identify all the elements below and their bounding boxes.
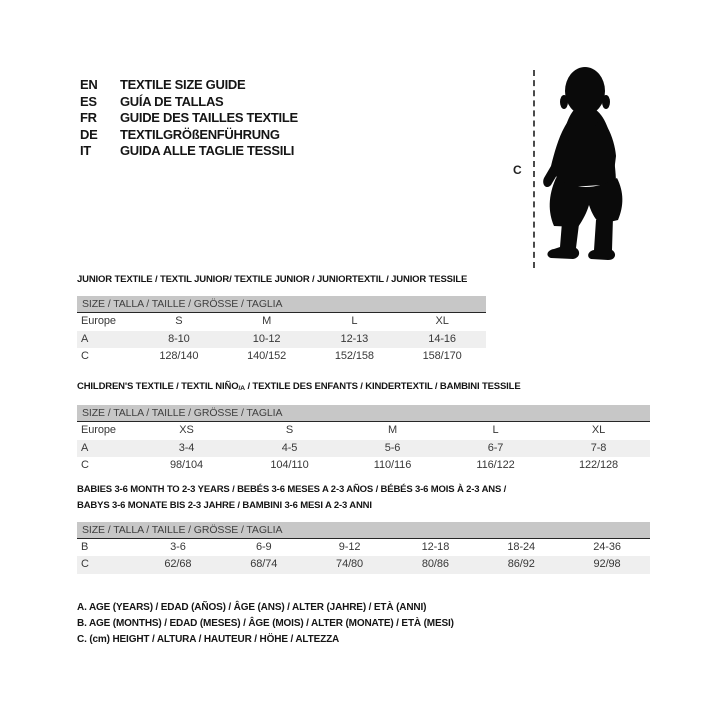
size-cell: 12-18 [421,540,450,553]
footnote-line: C. (cm) HEIGHT / ALTURA / HAUTEUR / HÖHE / ALTEZZA [77,634,340,645]
size-cell: 86/92 [507,558,535,570]
section-title-line: BABYS 3-6 MONATE BIS 2-3 JAHRE / BAMBINI 3-6 MESI A 2-3 ANNI [77,499,372,511]
size-cell: 12-13 [340,332,369,345]
table-row [77,422,650,440]
language-code: ES [80,93,97,109]
size-cell: 80/86 [421,558,449,570]
size-cell: 18-24 [507,540,536,553]
size-cell: L [351,315,358,327]
size-header-bar: SIZE / TALLA / TAILLE / GRÖSSE / TAGLIA [77,405,650,422]
row-label: Europe [81,315,116,327]
size-cell: 6-7 [487,441,504,454]
footnotes [77,600,454,648]
section-title [77,272,486,288]
footnote-line: A. AGE (YEARS) / EDAD (AÑOS) / ÂGE (ANS) / ALTER (JAHRE) / ETÀ (ANNI) [77,602,427,613]
size-cell: 122/128 [578,459,619,472]
size-header-bar: SIZE / TALLA / TAILLE / GRÖSSE / TAGLIA [77,522,650,539]
title-segment: /A [238,385,245,393]
row-label: B [81,540,89,553]
title-segment: CHILDREN'S TEXTILE / TEXTIL NIÑO [77,381,239,392]
section-babies-textile [77,482,650,574]
language-row [80,77,298,94]
table-row [77,313,486,331]
section-title-line: BABIES 3-6 MONTH TO 2-3 YEARS / BEBÉS 3-6 MESES A 2-3 AÑOS / BÉBÉS 3-6 MOIS À 2-3 ANS / [77,484,507,495]
toddler-silhouette-icon [538,60,658,280]
title-segment: / TEXTILE DES ENFANTS / KINDERTEXTIL / BAMBINI TESSILE [244,381,521,392]
size-cell: 110/116 [373,459,412,472]
size-cell: 8-10 [168,332,190,345]
section-title-line [77,379,650,397]
section-junior-textile [77,272,486,366]
size-cell: L [492,424,499,437]
language-label: TEXTILE SIZE GUIDE [120,77,246,92]
table-row [77,440,650,458]
size-cell: 7-8 [590,441,607,454]
row-label: A [81,441,89,454]
language-row [80,127,298,144]
language-code: IT [80,143,91,159]
footnote-line: B. AGE (MONTHS) / EDAD (MESES) / ÂGE (MOIS) / ALTER (MONATE) / ETÀ (MESI) [77,618,454,629]
size-cell: 5-6 [384,441,401,454]
size-cell: M [262,315,272,327]
size-cell: 4-5 [281,441,298,454]
size-cell: 152/158 [334,350,374,362]
language-code: EN [80,77,98,92]
language-label: GUIDE DES TAILLES TEXTILE [120,110,298,126]
row-label: C [81,558,89,570]
section-childrens-textile [77,379,650,475]
language-label: TEXTILGRÖßENFÜHRUNG [120,126,280,142]
size-cell: 10-12 [252,332,281,345]
size-cell: M [387,424,398,437]
size-cell: 14-16 [428,332,456,345]
table-row [77,539,650,557]
height-measure-label: C [513,163,522,177]
row-label: A [81,332,89,345]
size-cell: 62/68 [164,558,192,570]
row-label: Europe [81,424,116,437]
size-cell: 158/170 [422,350,462,362]
section-title [77,482,650,513]
size-cell: 68/74 [250,558,278,570]
table-row [77,556,650,574]
size-cell: XS [179,424,194,437]
language-code: FR [80,110,97,126]
row-label: C [81,350,89,362]
size-cell: S [175,315,183,327]
language-label: GUÍA DE TALLAS [120,93,224,109]
size-cell: 3-6 [170,540,186,553]
height-measure-line [533,70,535,268]
size-cell: 92/98 [593,558,621,570]
language-row [80,94,298,111]
size-cell: S [285,424,294,437]
size-cell: XL [435,315,449,327]
language-row [80,110,298,127]
table-row [77,331,486,349]
language-list [80,77,298,160]
row-label: C [81,459,89,472]
section-title-line: JUNIOR TEXTILE / TEXTIL JUNIOR/ TEXTILE JUNIOR / JUNIORTEXTIL / JUNIOR TESSILE [77,274,468,285]
language-code: DE [80,126,98,142]
language-label: GUIDA ALLE TAGLIE TESSILI [120,143,295,159]
table-row [77,348,486,366]
size-cell: 3-4 [178,441,195,454]
size-cell: 116/122 [476,459,515,472]
section-title [77,379,650,397]
size-cell: 140/152 [247,350,287,362]
size-cell: 6-9 [255,540,272,553]
size-cell: 74/80 [336,558,364,570]
size-cell: 9-12 [338,540,361,553]
size-cell: XL [591,424,606,437]
size-cell: 128/140 [159,350,199,362]
table-row [77,457,650,475]
language-row [80,143,298,160]
size-cell: 24-36 [593,540,621,553]
size-cell: 104/110 [270,459,309,472]
size-cell: 98/104 [169,459,204,472]
size-header-bar: SIZE / TALLA / TAILLE / GRÖSSE / TAGLIA [77,296,486,313]
